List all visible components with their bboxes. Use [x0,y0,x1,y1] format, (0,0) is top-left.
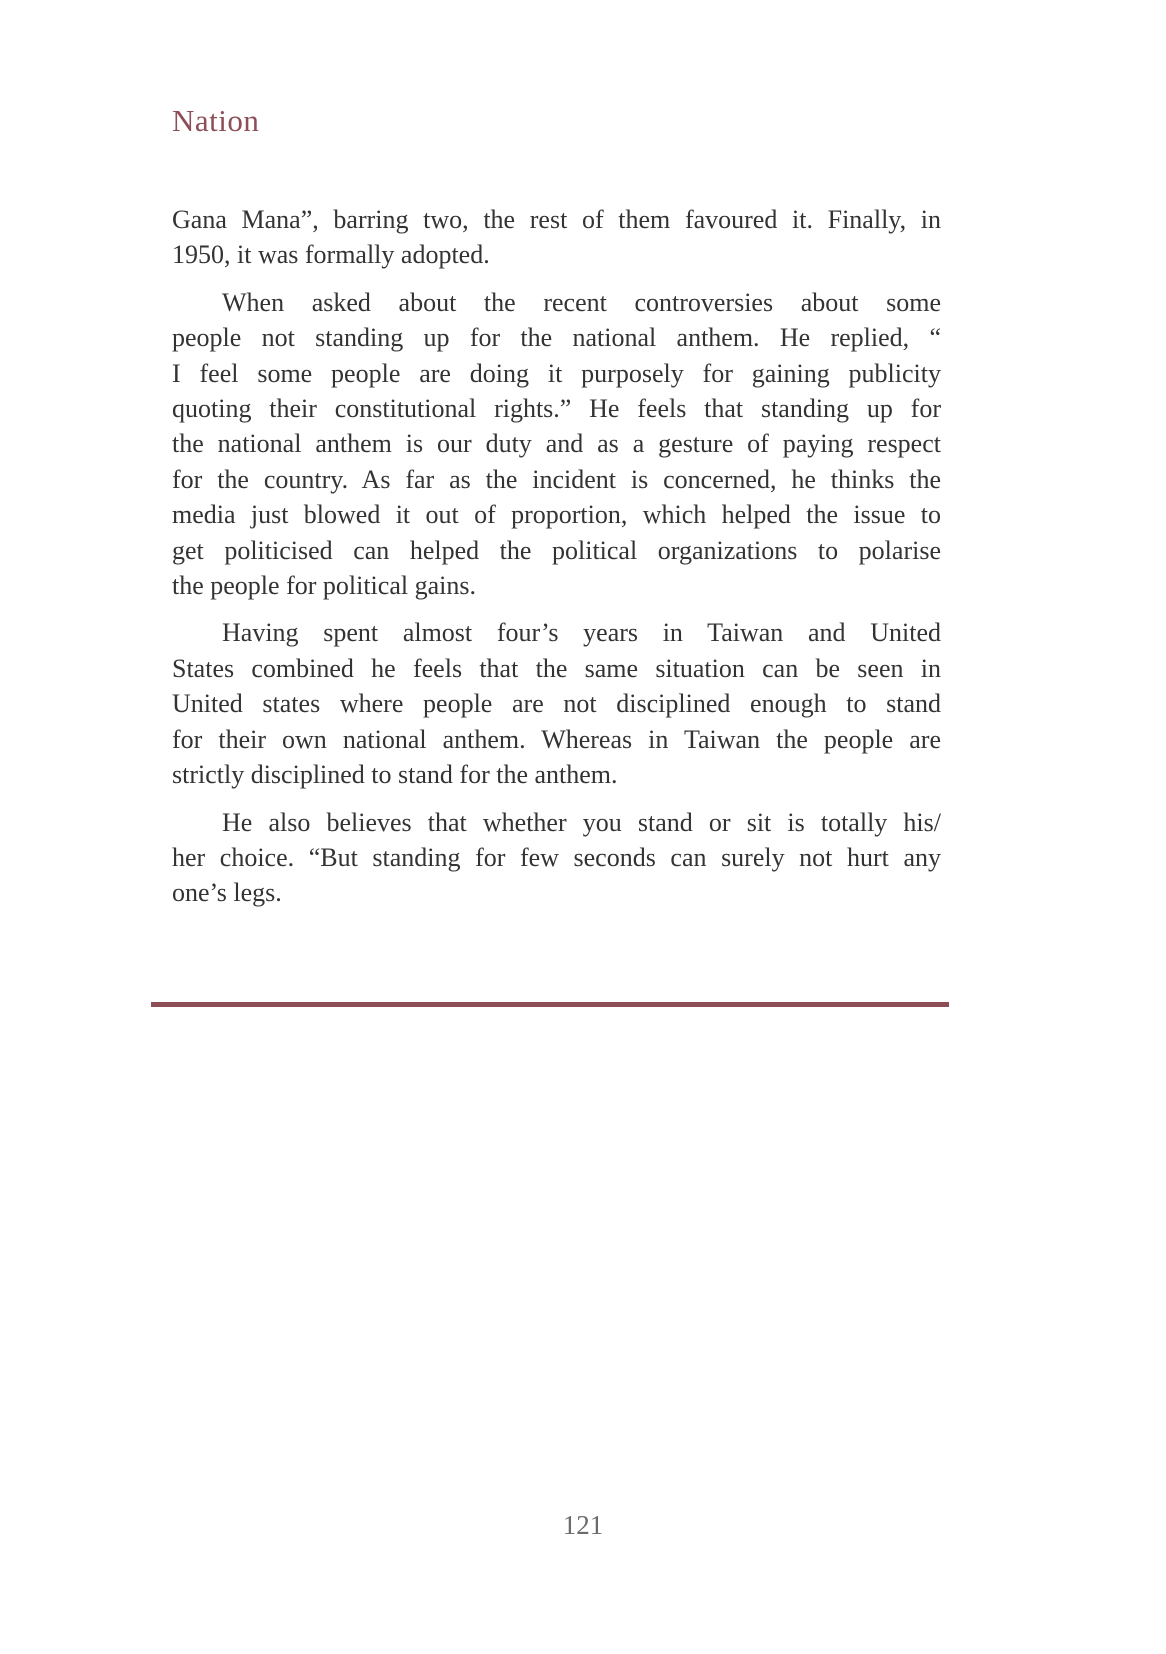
text-line: her choice. “But standing for few seconds can surely not hurt any [172,842,941,872]
text-line: the national anthem is our duty and as a gesture of paying respect [172,429,941,459]
paragraph [172,615,941,792]
text-line: strictly disciplined to stand for the anthem. [172,760,618,790]
text-line: get politicised can helped the political organizations to polarise [172,535,941,565]
text-line: one’s legs. [172,878,282,908]
text-line: United states where people are not disciplined enough to stand [172,689,941,719]
text-line: for the country. As far as the incident is concerned, he thinks the [172,464,941,494]
text-line: He also believes that whether you stand or sit is totally his/ [222,807,941,837]
paragraph [172,285,941,604]
text-line: media just blowed it out of proportion, which helped the issue to [172,500,941,530]
text-line: States combined he feels that the same situation can be seen in [172,653,941,683]
running-header: Nation [172,103,260,138]
text-line: Gana Mana”, barring two, the rest of them favoured it. Finally, in [172,205,941,234]
section-rule [151,1002,949,1007]
paragraph [172,805,941,911]
text-line: the people for political gains. [172,571,476,601]
text-line: people not standing up for the national anthem. He replied, “ [172,323,941,353]
text-line: 1950, it was formally adopted. [172,240,490,270]
text-line: for their own national anthem. Whereas in Taiwan the people are [172,724,941,754]
paragraph [172,202,941,273]
text-line: Having spent almost four’s years in Taiwan and United [222,618,941,648]
text-line: quoting their constitutional rights.” He feels that standing up for [172,394,941,424]
text-line: When asked about the recent controversies about some [222,287,941,317]
text-body [172,202,941,923]
text-line: I feel some people are doing it purposely for gaining publicity [172,358,941,388]
page-number: 121 [562,1510,604,1540]
